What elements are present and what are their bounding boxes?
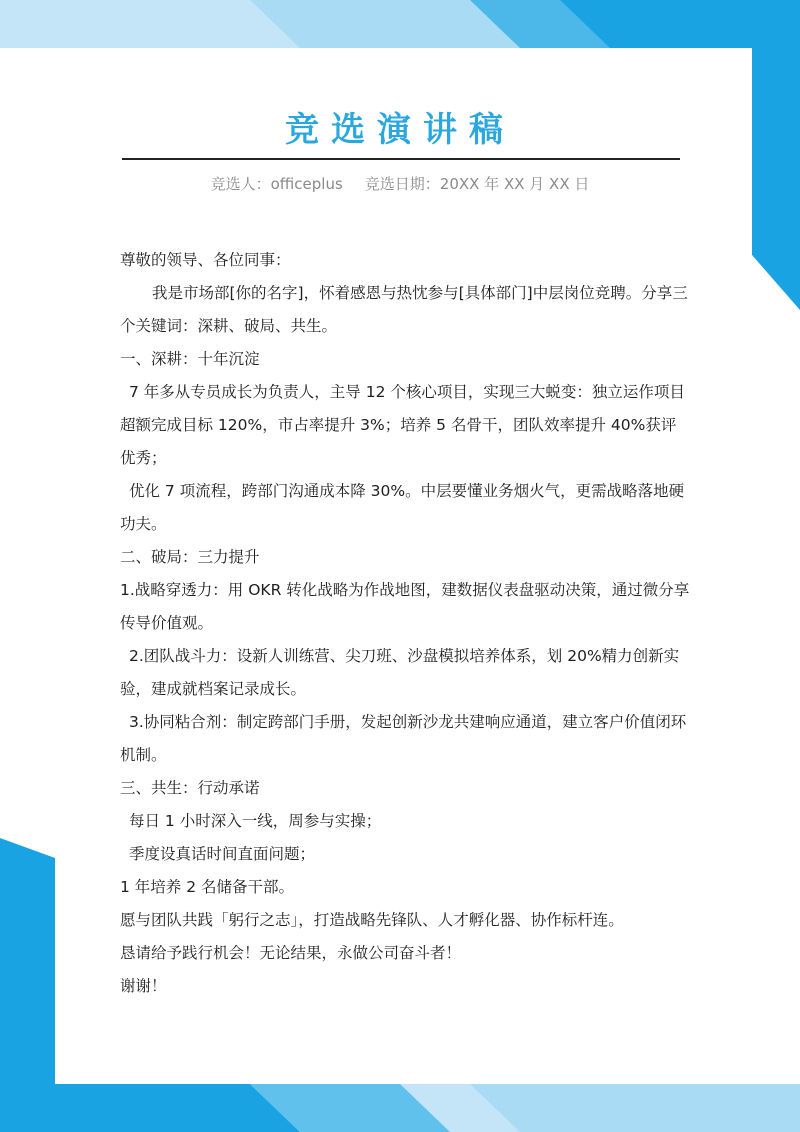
thanks: 谢谢！ [120,977,167,995]
section2-item-2: 2.团队战斗力：设新人训练营、尖刀班、沙盘模拟培养体系，划 20%精力创新实验，建成就档案记录成长。 [120,647,680,698]
section-heading-2: 二、破局：三力提升 [120,548,260,566]
section1-paragraph-2: 优化 7 项流程，跨部门沟通成本降 30%。中层要懂业务烟火气，更需战略落地硬功夫。 [120,482,685,533]
section-heading-3: 三、共生：行动承诺 [120,779,260,797]
candidate-name: officeplus [270,175,343,193]
vision-statement: 愿与团队共践「躬行之志」，打造战略先锋队、人才孵化器、协作标杆连。 [120,911,624,929]
candidate-label: 竞选人： [210,175,271,193]
section2-item-3: 3.协同粘合剂：制定跨部门手册，发起创新沙龙共建响应通道，建立客户价值闭环机制。 [120,713,687,764]
closing-request: 恳请给予践行机会！无论结果，永做公司奋斗者！ [120,944,462,962]
bottom-right-band [470,1084,800,1132]
candidate-info [0,172,800,196]
salutation: 尊敬的领导、各位同事： [120,251,291,269]
commitment-2: 季度设真话时间直面问题； [129,845,316,863]
intro-paragraph: 我是市场部[你的名字]，怀着感恩与热忱参与[具体部门]中层岗位竞聘。分享三个关键词：深耕、破局、共生。 [120,284,688,335]
date-label: 竞选日期： [364,175,440,193]
title-divider [122,158,680,160]
section-heading-1: 一、深耕：十年沉淀 [120,350,260,368]
page-title: 竞选演讲稿 [285,110,515,150]
left-blue-side [0,838,55,1084]
date-value: 20XX 年 XX 月 XX 日 [439,175,590,193]
speech-body [120,244,690,1003]
commitment-1: 每日 1 小时深入一线，周参与实操； [129,812,382,830]
bottom-blue-band [0,1084,300,1132]
commitment-3: 1 年培养 2 名储备干部。 [120,878,295,896]
section1-paragraph-1: 7 年多从专员成长为负责人，主导 12 个核心项目，实现三大蜕变：独立运作项目超额完成目标 120%，市占率提升 3%；培养 5 名骨干，团队效率提升 40%获评优秀； [120,383,685,467]
section2-item-1: 1.战略穿透力：用 OKR 转化战略为作战地图，建数据仪表盘驱动决策，通过微分享传导价值观。 [120,581,690,632]
